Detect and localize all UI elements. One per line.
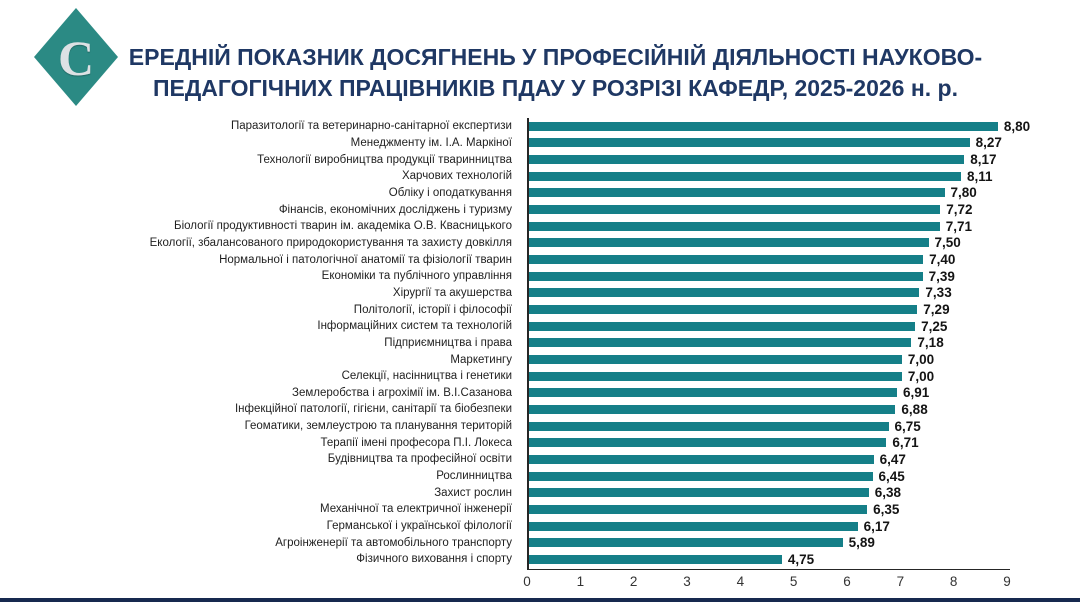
bar — [529, 522, 858, 531]
value-label: 8,11 — [967, 168, 993, 184]
chart-title-line1: ЕРЕДНІЙ ПОКАЗНИК ДОСЯГНЕНЬ У ПРОФЕСІЙНІЙ ДІЯЛЬНОСТІ НАУКОВО- — [128, 44, 983, 70]
bar-row — [0, 201, 1080, 218]
bar — [529, 288, 920, 297]
value-label: 6,35 — [873, 501, 900, 517]
category-label: Будівництва та професійної освіти — [327, 453, 512, 466]
bar-row — [0, 368, 1080, 385]
x-axis-ticks — [0, 574, 1080, 594]
category-label: Фізичного виховання і спорту — [356, 553, 512, 566]
bar — [529, 322, 916, 331]
bar — [529, 455, 874, 464]
value-label: 6,38 — [874, 485, 902, 501]
value-label: 7,40 — [929, 252, 956, 268]
bar — [529, 305, 918, 314]
value-label: 4,75 — [787, 551, 815, 567]
bar-row — [0, 285, 1080, 302]
bar — [529, 488, 869, 497]
value-label: 8,80 — [1003, 118, 1031, 134]
x-tick-label: 8 — [949, 574, 958, 589]
bar-row — [0, 301, 1080, 318]
y-axis-line — [527, 118, 529, 569]
x-tick-label: 0 — [523, 574, 531, 589]
bar-row — [0, 551, 1080, 568]
category-label: Біології продуктивності тварин ім. академіка О.В. Квасницького — [174, 220, 512, 233]
bar — [529, 255, 924, 264]
category-label: Фінансів, економічних досліджень і туризму — [278, 203, 512, 216]
bar — [529, 122, 998, 131]
bar — [529, 505, 868, 514]
bar — [529, 172, 962, 181]
bar-row — [0, 251, 1080, 268]
x-axis-line — [527, 569, 1010, 571]
bar-row — [0, 451, 1080, 468]
category-label: Нормальної і патологічної анатомії та фізіології тварин — [219, 253, 512, 266]
bar-row — [0, 235, 1080, 252]
category-label: Обліку і оподаткування — [388, 186, 512, 199]
bar-row — [0, 135, 1080, 152]
bar-row — [0, 468, 1080, 485]
value-label: 7,18 — [917, 335, 944, 351]
bar-row — [0, 534, 1080, 551]
bar — [529, 222, 940, 231]
bar — [529, 138, 970, 147]
category-label: Підприємництва і права — [384, 336, 512, 349]
bar — [529, 355, 902, 364]
bar — [529, 205, 941, 214]
bar — [529, 338, 912, 347]
bar — [529, 472, 873, 481]
value-label: 6,47 — [879, 451, 906, 467]
x-tick-label: 1 — [576, 574, 585, 589]
category-label: Захист рослин — [434, 486, 512, 499]
value-label: 7,00 — [907, 352, 935, 368]
value-label: 7,71 — [945, 218, 972, 234]
bar-row — [0, 218, 1080, 235]
x-tick-label: 6 — [843, 574, 851, 589]
bar-row — [0, 335, 1080, 352]
x-tick-label: 7 — [896, 574, 905, 589]
category-label: Маркетингу — [450, 353, 512, 366]
bar — [529, 438, 887, 447]
x-tick-label: 5 — [789, 574, 798, 589]
bar — [529, 422, 889, 431]
value-label: 6,71 — [892, 435, 919, 451]
bar — [529, 272, 923, 281]
bar — [529, 555, 782, 564]
bar — [529, 538, 843, 547]
category-label: Менеджменту ім. І.А. Маркіної — [350, 136, 512, 149]
category-label: Агроінженерії та автомобільного транспорту — [275, 536, 512, 549]
bar — [529, 388, 898, 397]
bar-row — [0, 385, 1080, 402]
category-label: Харчових технологій — [401, 170, 512, 183]
value-label: 8,17 — [970, 152, 997, 168]
category-label: Екології, збалансованого природокористування та захисту довкілля — [149, 236, 512, 249]
category-label: Технології виробництва продукції тваринництва — [257, 153, 512, 166]
bar-row — [0, 351, 1080, 368]
chart-title — [98, 42, 1013, 104]
bar-row — [0, 501, 1080, 518]
value-label: 7,25 — [921, 318, 948, 334]
value-label: 6,75 — [894, 418, 921, 434]
category-label: Селекції, насінництва і генетики — [341, 370, 512, 383]
value-label: 7,50 — [934, 235, 961, 251]
bar-row — [0, 118, 1080, 135]
value-label: 5,89 — [848, 535, 875, 551]
value-label: 6,45 — [878, 468, 905, 484]
bar-row — [0, 434, 1080, 451]
value-label: 7,29 — [923, 302, 950, 318]
bottom-divider — [0, 598, 1080, 602]
bar-row — [0, 185, 1080, 202]
value-label: 8,27 — [975, 135, 1002, 151]
category-label: Механічної та електричної інженерії — [319, 503, 512, 516]
bar — [529, 188, 945, 197]
category-label: Паразитології та ветеринарно-санітарної експертизи — [230, 120, 512, 133]
bar-row — [0, 484, 1080, 501]
bar — [529, 155, 965, 164]
category-label: Землеробства і агрохімії ім. В.І.Сазанова — [292, 386, 512, 399]
category-label: Політології, історії і філософії — [353, 303, 512, 316]
value-label: 7,33 — [925, 285, 952, 301]
x-tick-label: 2 — [629, 574, 638, 589]
x-tick-label: 9 — [1003, 574, 1011, 589]
bar-row — [0, 168, 1080, 185]
value-label: 6,17 — [863, 518, 890, 534]
category-label: Інформаційних систем та технологій — [317, 320, 512, 333]
bar — [529, 372, 902, 381]
value-label: 6,88 — [901, 401, 928, 417]
value-label: 7,00 — [907, 368, 935, 384]
bar — [529, 405, 896, 414]
chart-title-line2: ПЕДАГОГІЧНИХ ПРАЦІВНИКІВ ПДАУ У РОЗРІЗІ КАФЕДР, 2025-2026 н. р. — [153, 75, 958, 101]
logo-letter: С — [57, 30, 95, 86]
category-label: Економіки та публічного управління — [321, 270, 512, 283]
category-label: Терапії імені професора П.І. Локеса — [320, 436, 512, 449]
value-label: 6,91 — [903, 385, 930, 401]
bar-row — [0, 418, 1080, 435]
bar-row — [0, 318, 1080, 335]
value-label: 7,39 — [928, 268, 955, 284]
x-tick-label: 3 — [683, 574, 691, 589]
bar-row — [0, 518, 1080, 535]
bar-row — [0, 401, 1080, 418]
category-label: Рослинництва — [436, 470, 512, 483]
bar-row — [0, 268, 1080, 285]
bar-row — [0, 151, 1080, 168]
category-label: Хірургії та акушерства — [392, 286, 512, 299]
value-label: 7,80 — [950, 185, 977, 201]
value-label: 7,72 — [946, 202, 973, 218]
x-tick-label: 4 — [736, 574, 745, 589]
category-label: Германської і української філології — [326, 520, 512, 533]
category-label: Геоматики, землеустрою та планування територій — [244, 420, 512, 433]
category-label: Інфекційної патології, гігієни, санітарії та біобезпеки — [234, 403, 512, 416]
bar-chart — [0, 118, 1080, 568]
bar — [529, 238, 929, 247]
